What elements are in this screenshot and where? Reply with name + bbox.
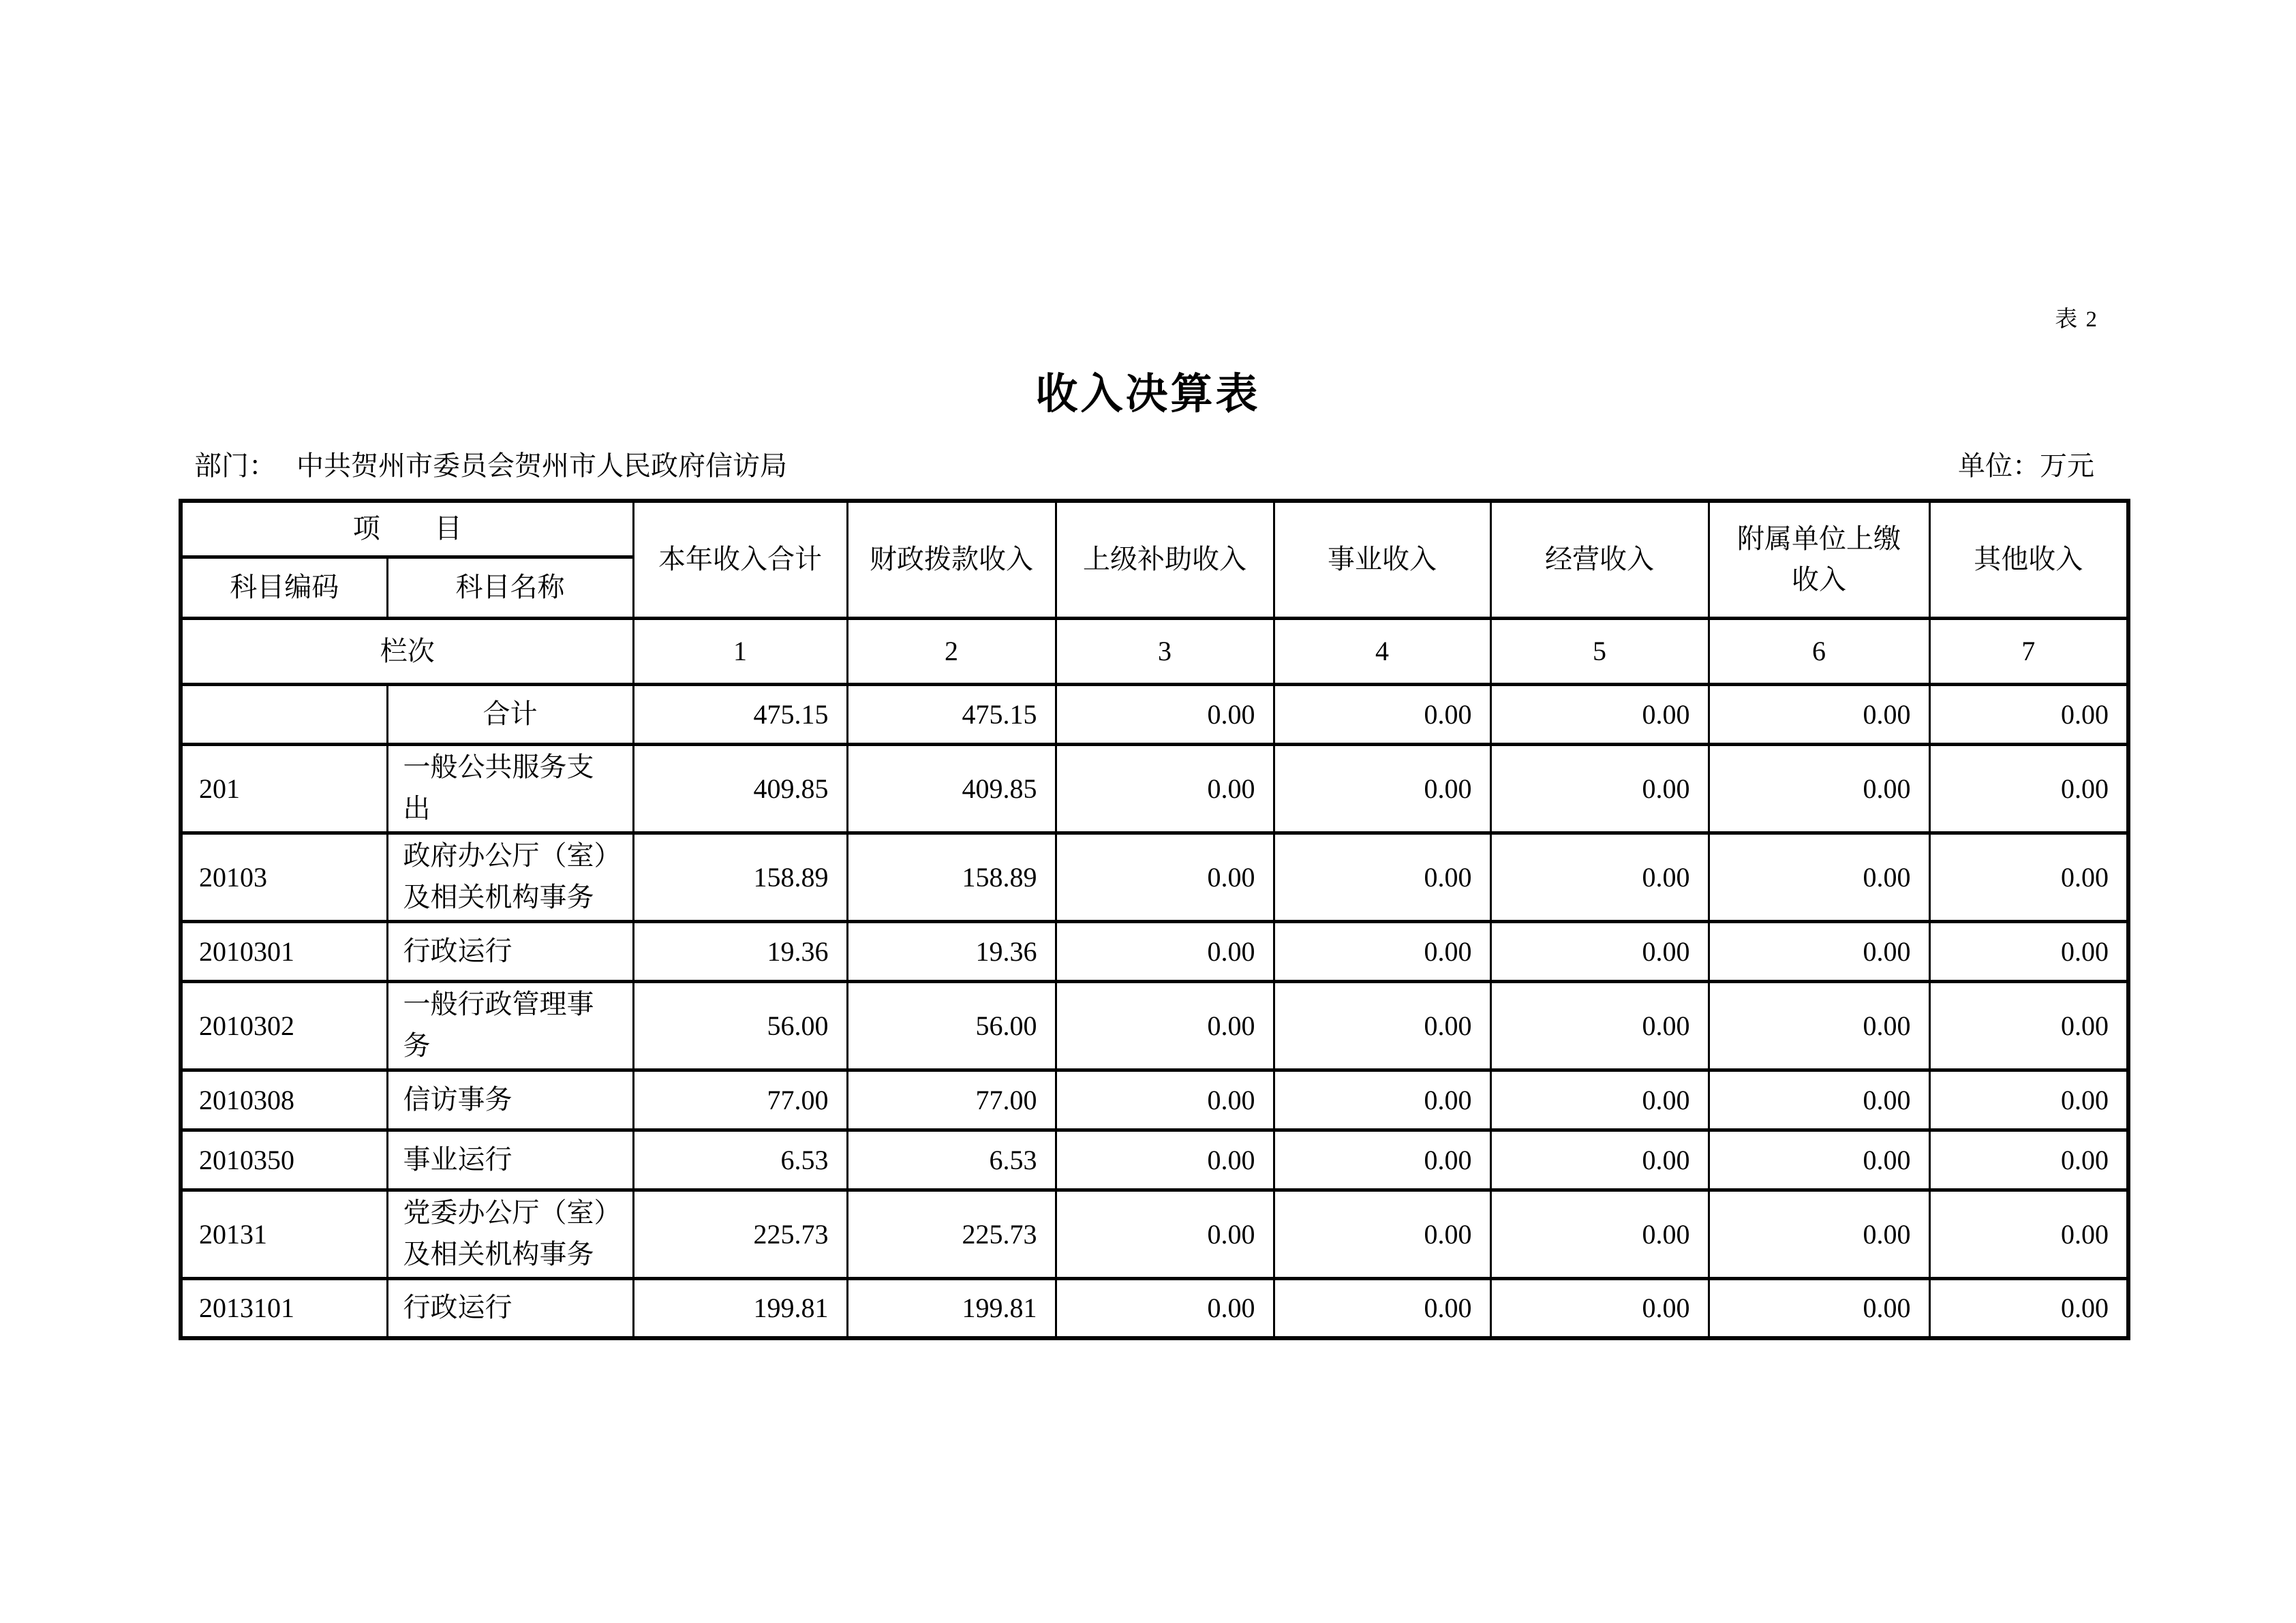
table-row <box>181 1130 2128 1190</box>
value-cell: 0.00 <box>1490 744 1709 833</box>
header-col-affiliated-unit-payment: 附属单位上缴收入 <box>1709 501 1929 618</box>
subject-name-cell: 党委办公厅（室）及相关机构事务 <box>387 1190 633 1278</box>
value-cell: 19.36 <box>847 921 1056 981</box>
table-row <box>181 1190 2128 1278</box>
value-cell: 0.00 <box>1056 1130 1274 1190</box>
value-cell: 0.00 <box>1056 921 1274 981</box>
subject-name-cell: 一般公共服务支出 <box>387 744 633 833</box>
subject-code-cell <box>181 684 387 744</box>
value-cell: 199.81 <box>847 1278 1056 1338</box>
department-name: 中共贺州市委员会贺州市人民政府信访局 <box>296 450 787 481</box>
column-number: 6 <box>1709 618 1929 684</box>
column-index-row <box>181 618 2128 684</box>
unit-label: 单位：万元 <box>1958 450 2094 481</box>
table-number-note: 表 2 <box>2055 307 2098 332</box>
value-cell: 0.00 <box>1056 744 1274 833</box>
value-cell: 0.00 <box>1274 1278 1490 1338</box>
column-number: 1 <box>633 618 847 684</box>
value-cell: 0.00 <box>1490 1278 1709 1338</box>
value-cell: 0.00 <box>1274 981 1490 1070</box>
header-col-total-income: 本年收入合计 <box>633 501 847 618</box>
value-cell: 0.00 <box>1709 1130 1929 1190</box>
header-subject-name: 科目名称 <box>387 557 633 618</box>
subject-code-cell: 2010308 <box>181 1070 387 1130</box>
subject-code-cell: 201 <box>181 744 387 833</box>
subject-name-cell: 政府办公厅（室）及相关机构事务 <box>387 833 633 921</box>
column-number: 3 <box>1056 618 1274 684</box>
subject-code-cell: 2010350 <box>181 1130 387 1190</box>
header-col-superior-subsidy: 上级补助收入 <box>1056 501 1274 618</box>
column-number: 2 <box>847 618 1056 684</box>
value-cell: 0.00 <box>1929 1278 2128 1338</box>
value-cell: 19.36 <box>633 921 847 981</box>
header-row-project <box>181 501 2128 557</box>
value-cell: 0.00 <box>1056 833 1274 921</box>
lanci-label: 栏次 <box>181 618 633 684</box>
value-cell: 0.00 <box>1929 921 2128 981</box>
value-cell: 0.00 <box>1709 1278 1929 1338</box>
value-cell: 0.00 <box>1929 1130 2128 1190</box>
subject-name-cell: 行政运行 <box>387 1278 633 1338</box>
subject-code-cell: 2010302 <box>181 981 387 1070</box>
column-number: 4 <box>1274 618 1490 684</box>
value-cell: 475.15 <box>633 684 847 744</box>
subject-code-cell: 20103 <box>181 833 387 921</box>
table-row <box>181 833 2128 921</box>
value-cell: 0.00 <box>1929 1190 2128 1278</box>
value-cell: 0.00 <box>1929 981 2128 1070</box>
value-cell: 225.73 <box>633 1190 847 1278</box>
value-cell: 0.00 <box>1274 744 1490 833</box>
value-cell: 0.00 <box>1274 684 1490 744</box>
value-cell: 0.00 <box>1929 744 2128 833</box>
value-cell: 0.00 <box>1490 1130 1709 1190</box>
value-cell: 475.15 <box>847 684 1056 744</box>
value-cell: 0.00 <box>1490 1070 1709 1130</box>
value-cell: 0.00 <box>1709 1190 1929 1278</box>
value-cell: 409.85 <box>847 744 1056 833</box>
value-cell: 6.53 <box>633 1130 847 1190</box>
column-number: 7 <box>1929 618 2128 684</box>
subject-code-cell: 2013101 <box>181 1278 387 1338</box>
subject-code-cell: 20131 <box>181 1190 387 1278</box>
table-row <box>181 981 2128 1070</box>
value-cell: 0.00 <box>1274 921 1490 981</box>
header-col-operating-income: 经营收入 <box>1490 501 1709 618</box>
value-cell: 0.00 <box>1490 684 1709 744</box>
value-cell: 225.73 <box>847 1190 1056 1278</box>
value-cell: 0.00 <box>1056 1278 1274 1338</box>
value-cell: 0.00 <box>1709 744 1929 833</box>
value-cell: 77.00 <box>633 1070 847 1130</box>
table-row <box>181 744 2128 833</box>
value-cell: 409.85 <box>633 744 847 833</box>
header-col-other-income: 其他收入 <box>1929 501 2128 618</box>
value-cell: 0.00 <box>1056 981 1274 1070</box>
subject-name-cell: 事业运行 <box>387 1130 633 1190</box>
value-cell: 199.81 <box>633 1278 847 1338</box>
page-title: 收入决算表 <box>1035 371 1261 418</box>
value-cell: 158.89 <box>633 833 847 921</box>
value-cell: 0.00 <box>1490 833 1709 921</box>
value-cell: 0.00 <box>1709 981 1929 1070</box>
value-cell: 6.53 <box>847 1130 1056 1190</box>
header-subject-code: 科目编码 <box>181 557 387 618</box>
table-meta-row <box>179 444 2126 483</box>
value-cell: 77.00 <box>847 1070 1056 1130</box>
value-cell: 158.89 <box>847 833 1056 921</box>
value-cell: 0.00 <box>1929 833 2128 921</box>
value-cell: 0.00 <box>1056 1190 1274 1278</box>
value-cell: 0.00 <box>1490 1190 1709 1278</box>
column-number: 5 <box>1490 618 1709 684</box>
value-cell: 0.00 <box>1490 981 1709 1070</box>
value-cell: 0.00 <box>1709 1070 1929 1130</box>
value-cell: 0.00 <box>1929 684 2128 744</box>
table-row <box>181 684 2128 744</box>
value-cell: 0.00 <box>1274 1130 1490 1190</box>
value-cell: 56.00 <box>847 981 1056 1070</box>
value-cell: 0.00 <box>1274 1190 1490 1278</box>
value-cell: 0.00 <box>1490 921 1709 981</box>
value-cell: 0.00 <box>1274 1070 1490 1130</box>
department-label: 部门： <box>194 450 276 481</box>
value-cell: 0.00 <box>1709 833 1929 921</box>
income-final-accounts-table <box>179 499 2130 1340</box>
value-cell: 0.00 <box>1274 833 1490 921</box>
value-cell: 0.00 <box>1929 1070 2128 1130</box>
subject-name-cell: 合计 <box>387 684 633 744</box>
value-cell: 56.00 <box>633 981 847 1070</box>
value-cell: 0.00 <box>1056 684 1274 744</box>
header-col-business-income: 事业收入 <box>1274 501 1490 618</box>
subject-name-cell: 一般行政管理事务 <box>387 981 633 1070</box>
table-row <box>181 1070 2128 1130</box>
value-cell: 0.00 <box>1709 921 1929 981</box>
table-row <box>181 921 2128 981</box>
subject-name-cell: 行政运行 <box>387 921 633 981</box>
subject-code-cell: 2010301 <box>181 921 387 981</box>
value-cell: 0.00 <box>1709 684 1929 744</box>
department-line <box>179 444 787 483</box>
header-project: 项 目 <box>181 501 633 557</box>
subject-name-cell: 信访事务 <box>387 1070 633 1130</box>
table-row <box>181 1278 2128 1338</box>
header-col-fiscal-appropriation: 财政拨款收入 <box>847 501 1056 618</box>
value-cell: 0.00 <box>1056 1070 1274 1130</box>
